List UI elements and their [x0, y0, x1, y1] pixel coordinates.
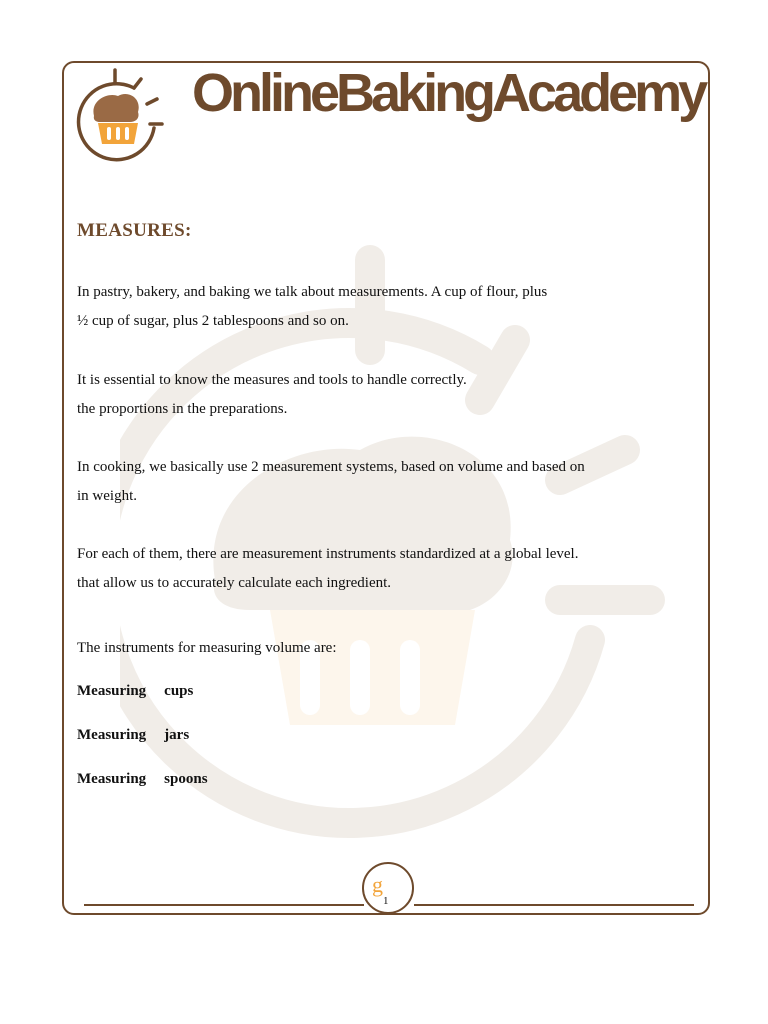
instrument-word: Measuring — [77, 771, 147, 787]
paragraph-line: In pastry, bakery, and baking we talk about measurements. A cup of flour, plus — [77, 284, 548, 300]
paragraph-line: ½ cup of sugar, plus 2 tablespoons and so on. — [77, 313, 349, 329]
footer-rule-left — [84, 904, 364, 906]
paragraph-line: in weight. — [77, 488, 137, 504]
paragraph-line: The instruments for measuring volume are: — [77, 640, 337, 656]
paragraph-3 — [77, 453, 585, 511]
instrument-type: jars — [164, 727, 190, 743]
page-number: 1 — [383, 895, 389, 907]
instrument-word: Measuring — [77, 683, 147, 699]
paragraph-5 — [77, 634, 337, 663]
instrument-item — [77, 683, 193, 700]
instrument-item — [77, 727, 189, 744]
paragraph-4 — [77, 540, 578, 598]
paragraph-line: the proportions in the preparations. — [77, 401, 288, 417]
cupcake-logo-icon — [74, 66, 170, 162]
instrument-type: spoons — [164, 771, 208, 787]
brand-title: OnlineBakingAcademy — [192, 63, 705, 123]
footer-glyph: g — [372, 872, 383, 897]
instrument-type: cups — [164, 683, 194, 699]
paragraph-1 — [77, 278, 547, 336]
instrument-word: Measuring — [77, 727, 147, 743]
instrument-item — [77, 771, 208, 788]
paragraph-line: It is essential to know the measures and tools to handle correctly. — [77, 372, 467, 388]
footer-rule-right — [414, 904, 694, 906]
paragraph-line: For each of them, there are measurement instruments standardized at a global level. — [77, 546, 579, 562]
paragraph-line: In cooking, we basically use 2 measurement systems, based on volume and based on — [77, 459, 585, 475]
paragraph-2 — [77, 366, 467, 424]
paragraph-line: that allow us to accurately calculate each ingredient. — [77, 575, 392, 591]
section-heading: MEASURES: — [77, 220, 192, 241]
